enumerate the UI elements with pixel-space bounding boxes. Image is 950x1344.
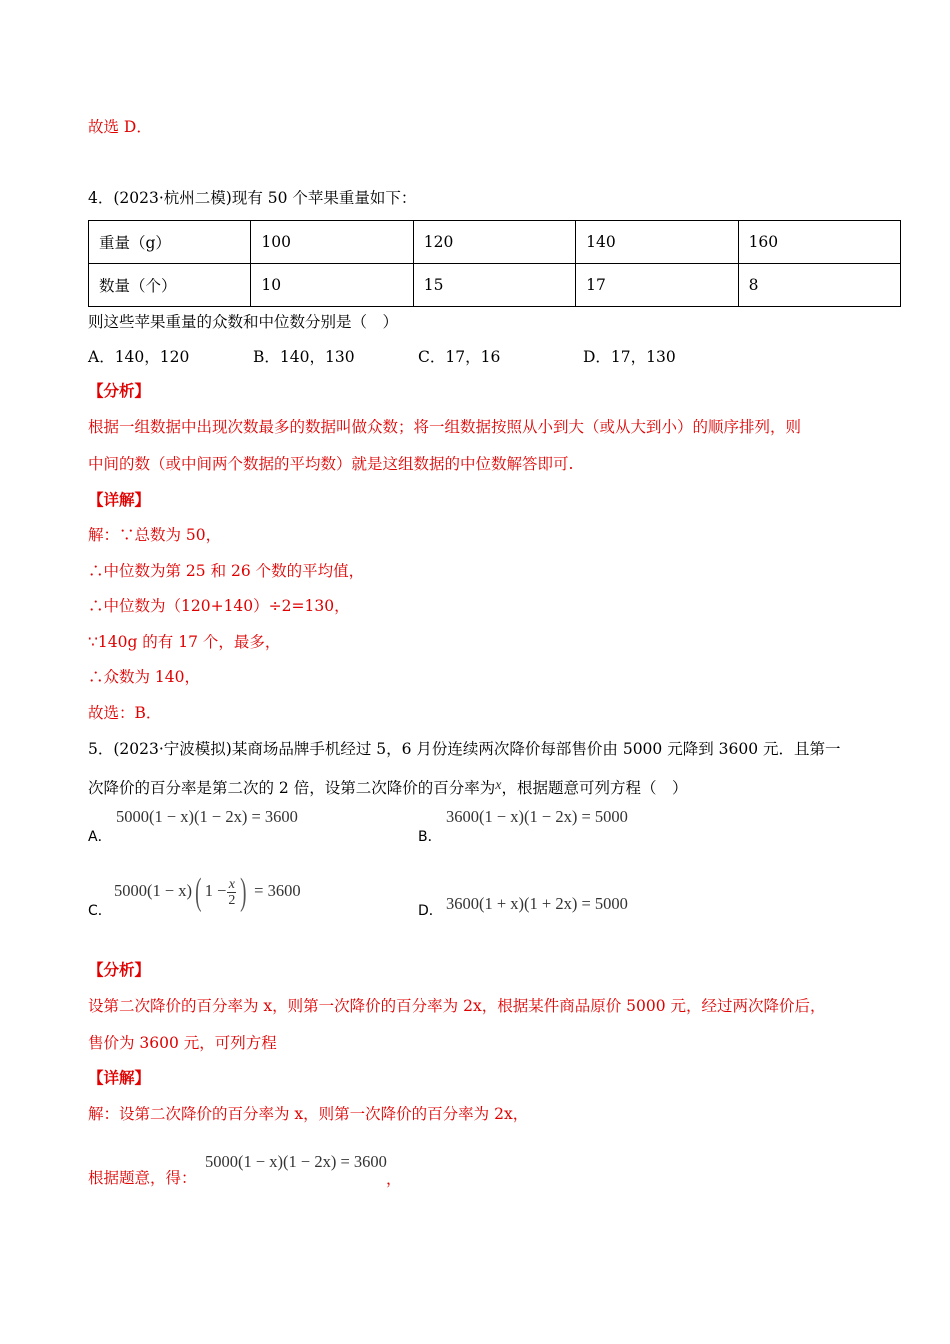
q4-detail-heading: 【详解】 (88, 490, 151, 509)
previous-answer-conclusion: 故选 D． (88, 118, 152, 136)
q5-analysis-heading: 【分析】 (88, 960, 151, 979)
q4-option-b: B．140，130 (253, 348, 355, 366)
table-cell: 重量（g） (89, 221, 251, 264)
q5-detail-text: 根据题意，得： (88, 1169, 197, 1187)
q5-stem-line-2 (88, 775, 687, 799)
q4-option-c: C．17，16 (418, 348, 501, 366)
q4-question: 则这些苹果重量的众数和中位数分别是（ ） (88, 313, 399, 331)
q5-detail-line-2 (88, 1167, 197, 1189)
q5-stem-line-1: 5．(2023·宁波模拟)某商场品牌手机经过 5，6 月份连续两次降价每部售价由 5000 元降到 3600 元．且第一 (88, 740, 841, 758)
q4-detail-line-1: 解：∵总数为 50， (88, 526, 222, 544)
q5-detail-heading: 【详解】 (88, 1068, 151, 1087)
q5-detail-line-1: 解：设第二次降价的百分率为 x，则第一次降价的百分率为 2x， (88, 1105, 529, 1123)
left-paren: ( (195, 871, 202, 914)
q5-detail-comma: ， (386, 1170, 402, 1188)
table-cell: 17 (576, 264, 738, 307)
q4-stem: 4．(2023·杭州二模)现有 50 个苹果重量如下： (88, 189, 417, 207)
q5-option-c-equation: 5000(1 − x)( 1 − $\frac{x}{2}$ ) = 3600 (114, 871, 301, 914)
q5-analysis-line-1: 设第二次降价的百分率为 x，则第一次降价的百分率为 2x，根据某件商品原价 5000 元，经过两次降价后， (88, 997, 826, 1015)
q4-option-d: D．17，130 (583, 348, 676, 366)
q4-analysis-line-1: 根据一组数据中出现次数最多的数据叫做众数；将一组数据按照从小到大（或从大到小）的顺序排列，则 (88, 418, 802, 436)
table-cell: 8 (738, 264, 900, 307)
q5-option-a-label: A． (88, 829, 112, 845)
q5-stem-text-end: ，根据题意可列方程（ ） (501, 779, 688, 797)
table-cell: 100 (251, 221, 413, 264)
table-row (89, 264, 901, 307)
q5-option-d-label: D． (418, 903, 443, 919)
q4-option-a: A．140，120 (88, 348, 190, 366)
q5-detail-equation: 5000(1 − x)(1 − 2x) = 3600 (205, 1152, 387, 1171)
q4-detail-line-6: 故选：B． (88, 704, 162, 722)
table-cell: 140 (576, 221, 738, 264)
q5-option-b-label: B． (418, 829, 442, 845)
fraction: $\frac{x}{2}$ (228, 876, 236, 908)
table-cell: 160 (738, 221, 900, 264)
q4-detail-line-3: ∴中位数为（120+140）÷2=130， (88, 597, 350, 615)
q5-stem-variable: x (495, 778, 502, 793)
q4-detail-line-5: ∴众数为 140， (88, 668, 201, 686)
right-paren: ) (240, 871, 247, 914)
q5-option-d-equation: 3600(1 + x)(1 + 2x) = 5000 (446, 894, 628, 913)
q5-option-a-equation: 5000(1 − x)(1 − 2x) = 3600 (116, 807, 298, 826)
q5-stem-text: 次降价的百分率是第二次的 2 倍，设第二次降价的百分率为 (88, 779, 496, 797)
q4-detail-line-2: ∴中位数为第 25 和 26 个数的平均值， (88, 562, 365, 580)
table-cell: 120 (413, 221, 575, 264)
table-cell: 10 (251, 264, 413, 307)
table-cell: 15 (413, 264, 575, 307)
apple-weight-table (88, 220, 901, 307)
table-cell: 数量（个） (89, 264, 251, 307)
q4-analysis-heading: 【分析】 (88, 381, 151, 400)
table-row (89, 221, 901, 264)
q5-analysis-line-2: 售价为 3600 元，可列方程 (88, 1034, 277, 1052)
q5-option-b-equation: 3600(1 − x)(1 − 2x) = 5000 (446, 807, 628, 826)
q4-detail-line-4: ∵140g 的有 17 个，最多， (88, 633, 281, 651)
q5-option-c-label: C． (88, 903, 112, 919)
q4-analysis-line-2: 中间的数（或中间两个数据的平均数）就是这组数据的中位数解答即可. (88, 455, 574, 473)
